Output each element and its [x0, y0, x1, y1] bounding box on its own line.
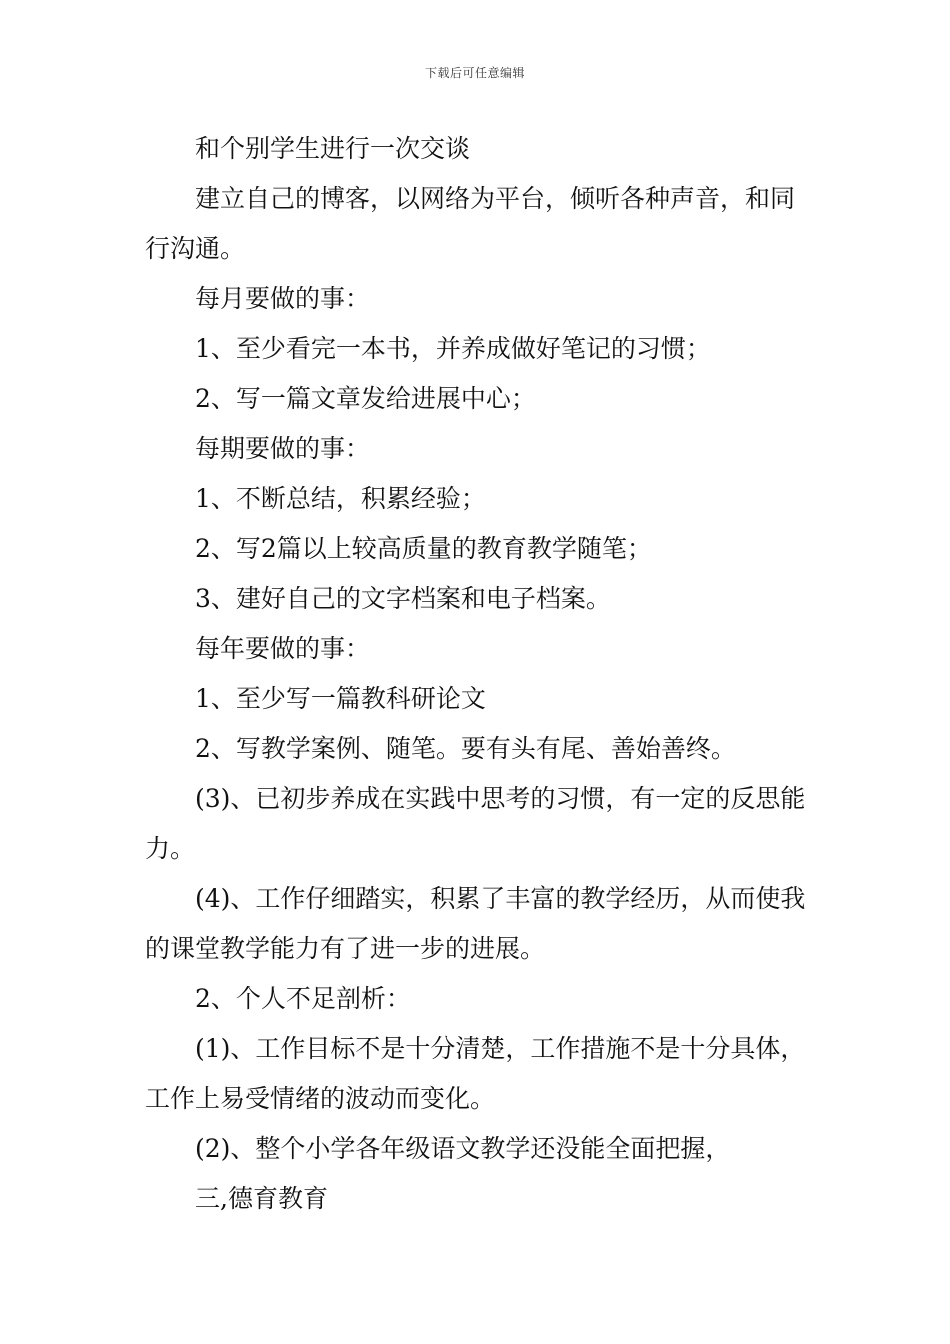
- paragraph: 1、至少看完一本书，并养成做好笔记的习惯；: [195, 334, 711, 363]
- paragraph: 和个别学生进行一次交谈: [195, 134, 471, 163]
- paragraph: 1、不断总结，积累经验；: [195, 484, 486, 513]
- paragraph: (1)、工作目标不是十分清楚，工作措施不是十分具体，工作上易受情绪的波动而变化。: [145, 1034, 806, 1113]
- paragraph: 建立自己的博客，以网络为平台，倾听各种声音，和同行沟通。: [145, 184, 796, 263]
- paragraph: 2、写2篇以上较高质量的教育教学随笔；: [195, 534, 652, 563]
- paragraph: 1、至少写一篇教科研论文: [195, 684, 486, 713]
- paragraph: (3)、已初步养成在实践中思考的习惯，有一定的反思能力。: [145, 784, 806, 863]
- paragraph: (4)、工作仔细踏实，积累了丰富的教学经历，从而使我的课堂教学能力有了进一步的进展。: [145, 884, 806, 963]
- paragraph: 2、写一篇文章发给进展中心；: [195, 384, 536, 413]
- paragraph: 每月要做的事：: [195, 284, 371, 313]
- paragraph: 三,德育教育: [195, 1184, 328, 1213]
- paragraph: 每期要做的事：: [195, 434, 371, 463]
- paragraph: 2、写教学案例、随笔。要有头有尾、善始善终。: [195, 734, 736, 763]
- paragraph: 2、个人不足剖析：: [195, 984, 411, 1013]
- paragraph: (2)、整个小学各年级语文教学还没能全面把握，: [195, 1134, 731, 1163]
- paragraph: 3、建好自己的文字档案和电子档案。: [195, 584, 611, 613]
- paragraph: 每年要做的事：: [195, 634, 371, 663]
- page-header-note: 下载后可任意编辑: [424, 66, 525, 80]
- document-body: [145, 124, 815, 1224]
